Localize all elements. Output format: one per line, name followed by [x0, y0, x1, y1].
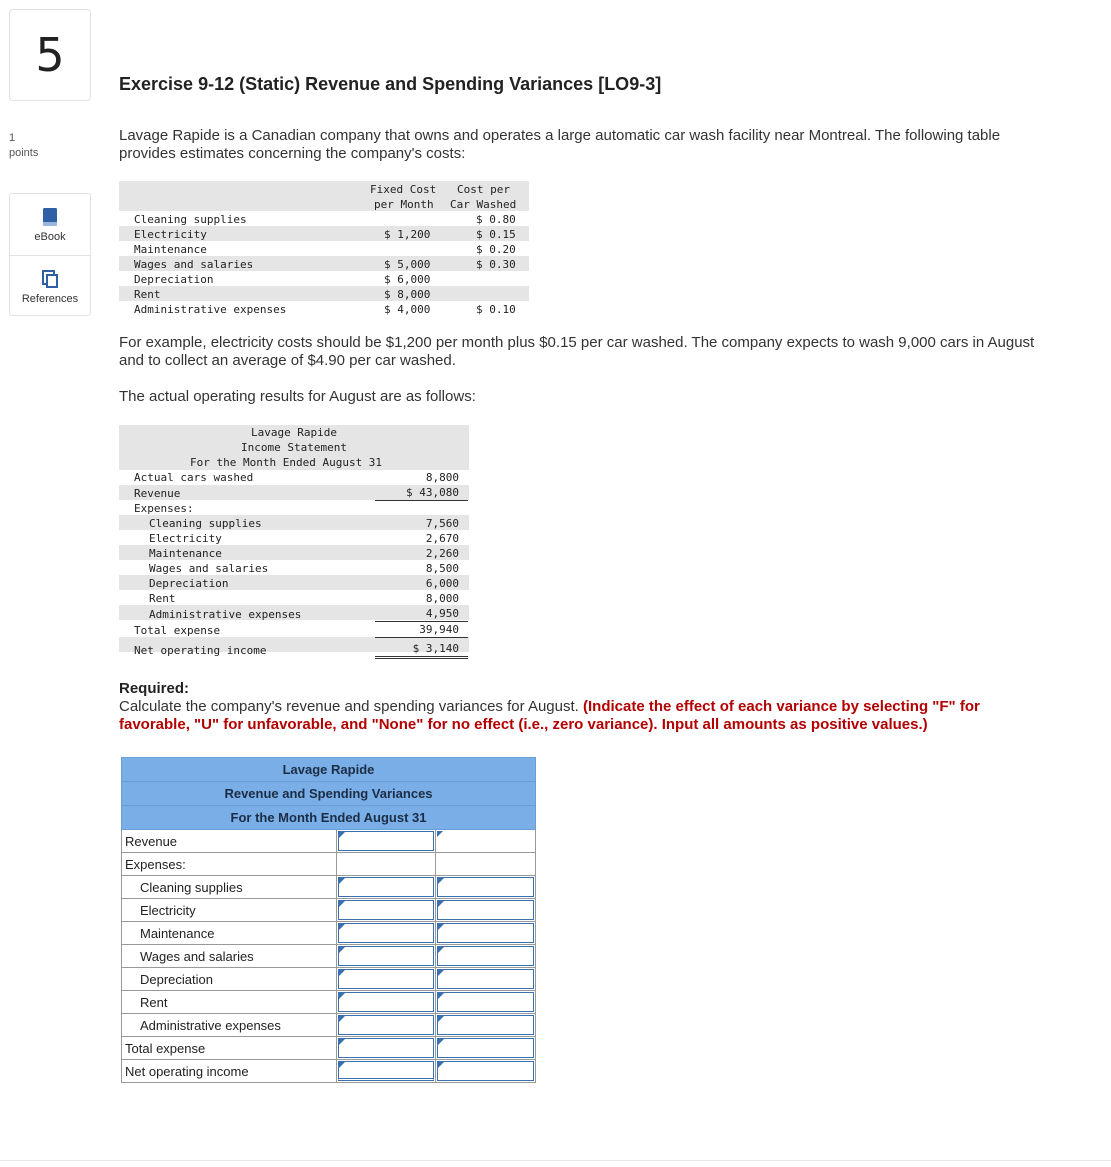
variance-amount-input[interactable]: [336, 922, 436, 945]
total-effect-select[interactable]: [436, 1037, 536, 1060]
cost-fixed-value: $ 1,200: [384, 228, 431, 241]
answer-row-noi: [122, 1060, 536, 1083]
variance-amount-input[interactable]: [336, 991, 436, 1014]
row-label: Maintenance: [122, 922, 337, 945]
answer-row-expense: [122, 899, 536, 922]
row-label: Total expense: [122, 1037, 337, 1060]
answer-header-company: Lavage Rapide: [122, 758, 536, 782]
noi-effect-select[interactable]: [436, 1060, 536, 1083]
variance-effect-select[interactable]: [436, 991, 536, 1014]
variance-effect-select[interactable]: [436, 922, 536, 945]
revenue-effect-select[interactable]: [436, 830, 536, 853]
row-label: Electricity: [122, 899, 337, 922]
is-expense-label: Maintenance: [149, 547, 222, 560]
is-company: Lavage Rapide: [250, 426, 338, 439]
cost-header-fixed-1: Fixed Cost: [370, 183, 437, 196]
is-cars-label: Actual cars washed: [134, 471, 254, 484]
example-text: For example, electricity costs should be $1,200 per month plus $0.15 per car washed. The company expects to wash 9,000 cars in August and to collect an average of $4.90 per car washed.: [119, 334, 1035, 369]
references-icon: [41, 269, 59, 289]
is-period: For the Month Ended August 31: [190, 456, 383, 469]
row-label: Net operating income: [122, 1060, 337, 1083]
is-expense-value: 4,950: [425, 607, 459, 620]
cost-variable-value: $ 0.10: [476, 303, 516, 316]
cost-fixed-value: $ 5,000: [384, 258, 431, 271]
row-label: Administrative expenses: [122, 1014, 337, 1037]
cost-row-label: Depreciation: [134, 273, 214, 286]
is-expense-value: 2,670: [425, 532, 459, 545]
is-expenses-label: Expenses:: [134, 502, 194, 515]
row-label: Wages and salaries: [122, 945, 337, 968]
row-label: Depreciation: [122, 968, 337, 991]
is-noi-label: Net operating income: [134, 644, 267, 657]
references-button[interactable]: [10, 255, 90, 317]
answer-row-expense: [122, 876, 536, 899]
is-total-label: Total expense: [134, 624, 221, 637]
cost-header-fixed-2: per Month: [374, 198, 434, 211]
answer-row-expense: [122, 922, 536, 945]
answer-row-expense: [122, 1014, 536, 1037]
is-expense-label: Administrative expenses: [149, 608, 302, 621]
is-name: Income Statement: [241, 441, 347, 454]
is-expense-value: 8,500: [425, 562, 459, 575]
is-expense-value: 6,000: [425, 577, 459, 590]
variance-amount-input[interactable]: [336, 945, 436, 968]
book-icon: [41, 207, 59, 227]
cost-row-label: Cleaning supplies: [134, 213, 247, 226]
is-expense-value: 2,260: [425, 547, 459, 560]
row-label: Cleaning supplies: [122, 876, 337, 899]
intro-text: Lavage Rapide is a Canadian company that owns and operates a large automatic car wash facility near Montreal. The following table provides estimates concerning the company's costs:: [119, 127, 1001, 162]
is-expense-label: Electricity: [149, 532, 222, 545]
variance-amount-input[interactable]: [336, 1014, 436, 1037]
cost-header-var-1: Cost per: [457, 183, 510, 196]
required-task: Calculate the company's revenue and spending variances for August.: [119, 698, 579, 715]
is-expense-value: 7,560: [425, 517, 459, 530]
row-label: Revenue: [122, 830, 337, 853]
points-value: 1: [9, 132, 16, 144]
is-expense-label: Wages and salaries: [149, 562, 269, 575]
cost-variable-value: $ 0.15: [476, 228, 516, 241]
answer-row-expenses-header: [122, 853, 536, 876]
answer-row-expense: [122, 968, 536, 991]
noi-variance-input[interactable]: [336, 1060, 436, 1083]
row-label: Expenses:: [122, 853, 337, 876]
cost-fixed-value: $ 8,000: [384, 288, 431, 301]
answer-row-revenue: [122, 830, 536, 853]
required-label: Required:: [119, 680, 190, 697]
is-total-value: 39,940: [419, 623, 459, 636]
is-expense-label: Depreciation: [149, 577, 229, 590]
cost-header-var-2: Car Washed: [450, 198, 517, 211]
footer-divider: [0, 1160, 1111, 1161]
answer-header-title: Revenue and Spending Variances: [122, 782, 536, 806]
ebook-label: eBook: [34, 230, 66, 243]
is-noi-value: $ 3,140: [412, 642, 459, 655]
is-revenue-value: $ 43,080: [406, 486, 459, 499]
cost-fixed-value: $ 4,000: [384, 303, 431, 316]
cost-table: [119, 181, 529, 319]
is-expense-value: 8,000: [425, 592, 459, 605]
points-label: points: [9, 147, 39, 159]
variance-effect-select[interactable]: [436, 968, 536, 991]
cost-variable-value: $ 0.80: [476, 213, 516, 226]
revenue-variance-input[interactable]: [336, 830, 436, 853]
cost-row-label: Rent: [134, 288, 161, 301]
references-label: References: [21, 292, 79, 305]
total-variance-input[interactable]: [336, 1037, 436, 1060]
cost-row-label: Electricity: [134, 228, 207, 241]
variance-amount-input[interactable]: [336, 968, 436, 991]
is-revenue-label: Revenue: [134, 487, 181, 500]
variance-effect-select[interactable]: [436, 945, 536, 968]
required-instruction: (Indicate the effect of each variance by selecting "F" for favorable, "U" for unfavorable, and "None" for no effect (i.e., zero variance). Input all amounts as positive values.): [119, 698, 980, 733]
answer-row-expense: [122, 991, 536, 1014]
answer-row-expense: [122, 945, 536, 968]
variance-amount-input[interactable]: [336, 899, 436, 922]
is-expense-label: Cleaning supplies: [149, 517, 262, 530]
is-expense-label: Rent: [149, 592, 176, 605]
variance-effect-select[interactable]: [436, 1014, 536, 1037]
row-label: Rent: [122, 991, 337, 1014]
cost-variable-value: $ 0.20: [476, 243, 516, 256]
variance-answer-table: [121, 757, 536, 1083]
answer-row-total: [122, 1037, 536, 1060]
exercise-title: Exercise 9-12 (Static) Revenue and Spending Variances [LO9-3]: [119, 74, 662, 94]
cost-row-label: Wages and salaries: [134, 258, 254, 271]
is-cars-value: 8,800: [425, 471, 459, 484]
variance-effect-select[interactable]: [436, 899, 536, 922]
ebook-button[interactable]: [10, 194, 90, 255]
tools-panel: [9, 193, 91, 316]
actual-results-text: The actual operating results for August are as follows:: [119, 388, 476, 405]
variance-effect-select[interactable]: [436, 876, 536, 899]
cost-row-label: Maintenance: [134, 243, 207, 256]
points-info: [9, 131, 38, 161]
income-statement: [119, 425, 469, 661]
variance-amount-input[interactable]: [336, 876, 436, 899]
answer-header-period: For the Month Ended August 31: [122, 806, 536, 830]
cost-row-label: Administrative expenses: [134, 303, 287, 316]
question-number: 5: [9, 9, 91, 101]
cost-variable-value: $ 0.30: [476, 258, 516, 271]
required-text: [119, 698, 1039, 734]
cost-fixed-value: $ 6,000: [384, 273, 431, 286]
